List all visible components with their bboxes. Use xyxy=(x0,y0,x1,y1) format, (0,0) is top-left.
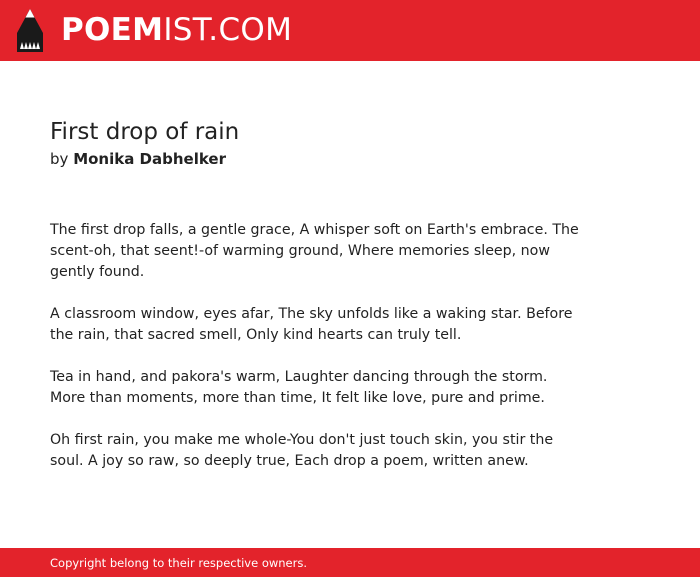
poem-title: First drop of rain xyxy=(50,119,240,145)
by-label: by xyxy=(50,150,69,168)
poem-author: Monika Dabhelker xyxy=(73,150,227,168)
poem-stanza-1: The first drop falls, a gentle grace, A whisper soft on Earth's embrace. The scent-oh, that seent!-of warming ground, Where memories sleep, now gently found. xyxy=(50,222,579,280)
poem-content xyxy=(50,116,580,493)
logo-text-bold: POEM xyxy=(61,12,164,48)
poem-byline xyxy=(50,148,580,170)
poem-stanza-2: A classroom window, eyes afar, The sky unfolds like a waking star. Before the rain, that sacred smell, Only kind hearts can truly tell. xyxy=(50,306,573,343)
poem-body xyxy=(50,220,580,472)
logo-text-light: IST.COM xyxy=(163,12,293,48)
site-footer xyxy=(0,548,700,577)
site-header xyxy=(0,0,700,61)
pencil-icon[interactable] xyxy=(17,9,43,52)
copyright-text: Copyright belong to their respective owners. xyxy=(50,556,308,570)
poem-stanza-4: Oh first rain, you make me whole-You don't just touch skin, you stir the soul. A joy so raw, so deeply true, Each drop a poem, written anew. xyxy=(50,432,554,469)
poem-stanza-3: Tea in hand, and pakora's warm, Laughter dancing through the storm. More than moments, more than time, It felt like love, pure and prime. xyxy=(50,369,548,406)
site-logo[interactable] xyxy=(61,12,292,48)
